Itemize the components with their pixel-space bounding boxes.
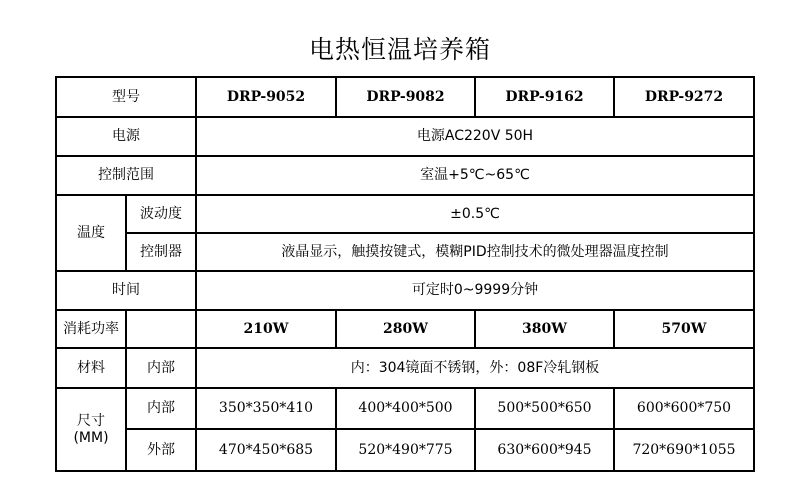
outer-dimensions-value: 630*600*945: [475, 429, 614, 471]
table-row-time: [56, 271, 754, 310]
page-title: 电热恒温培养箱: [308, 35, 491, 64]
power-consumption-value: 380W: [475, 310, 614, 348]
table-row-power-supply: [56, 117, 754, 156]
dimensions-label-line2: (MM): [73, 429, 109, 446]
model-value: DRP-9052: [196, 77, 336, 117]
inner-dimensions-value: 500*500*650: [475, 388, 614, 429]
table-row-inner-dimensions: [56, 388, 754, 429]
inner-dimensions-value: 400*400*500: [336, 388, 475, 429]
spec-table: [55, 76, 755, 472]
time-label: 时间: [56, 271, 196, 310]
power-consumption-value: 280W: [336, 310, 475, 348]
inner-dimensions-value: 350*350*410: [196, 388, 336, 429]
fluctuation-value: ±0.5℃: [196, 195, 754, 233]
material-label: 材料: [56, 348, 126, 388]
table-row-model: [56, 77, 754, 117]
controller-label: 控制器: [126, 233, 196, 271]
table-row-fluctuation: [56, 195, 754, 233]
controller-value: 液晶显示，触摸按键式，模糊PID控制技术的微处理器温度控制: [196, 233, 754, 271]
time-value: 可定时0~9999分钟: [196, 271, 754, 310]
model-value: DRP-9162: [475, 77, 614, 117]
material-value: 内：304镜面不锈钢，外：08F冷轧钢板: [196, 348, 754, 388]
outer-dimensions-value: 520*490*775: [336, 429, 475, 471]
model-value: DRP-9272: [614, 77, 754, 117]
control-range-label: 控制范围: [56, 156, 196, 195]
inner-dimensions-value: 600*600*750: [614, 388, 754, 429]
table-row-outer-dimensions: [56, 429, 754, 471]
table-row-control-range: [56, 156, 754, 195]
table-row-controller: [56, 233, 754, 271]
power-supply-value: 电源AC220V 50H: [196, 117, 754, 156]
outer-dimensions-label: 外部: [126, 429, 196, 471]
power-consumption-value: 210W: [196, 310, 336, 348]
fluctuation-label: 波动度: [126, 195, 196, 233]
power-supply-label: 电源: [56, 117, 196, 156]
table-row-material: [56, 348, 754, 388]
control-range-value: 室温+5℃~65℃: [196, 156, 754, 195]
material-sub-label: 内部: [126, 348, 196, 388]
dimensions-label: [56, 388, 126, 471]
temperature-label: 温度: [56, 195, 126, 271]
power-consumption-empty: [126, 310, 196, 348]
power-consumption-label: 消耗功率: [56, 310, 126, 348]
power-consumption-value: 570W: [614, 310, 754, 348]
outer-dimensions-value: 720*690*1055: [614, 429, 754, 471]
model-label: 型号: [56, 77, 196, 117]
dimensions-label-line1: 尺寸: [77, 412, 105, 429]
inner-dimensions-label: 内部: [126, 388, 196, 429]
outer-dimensions-value: 470*450*685: [196, 429, 336, 471]
model-value: DRP-9082: [336, 77, 475, 117]
table-row-power-consumption: [56, 310, 754, 348]
